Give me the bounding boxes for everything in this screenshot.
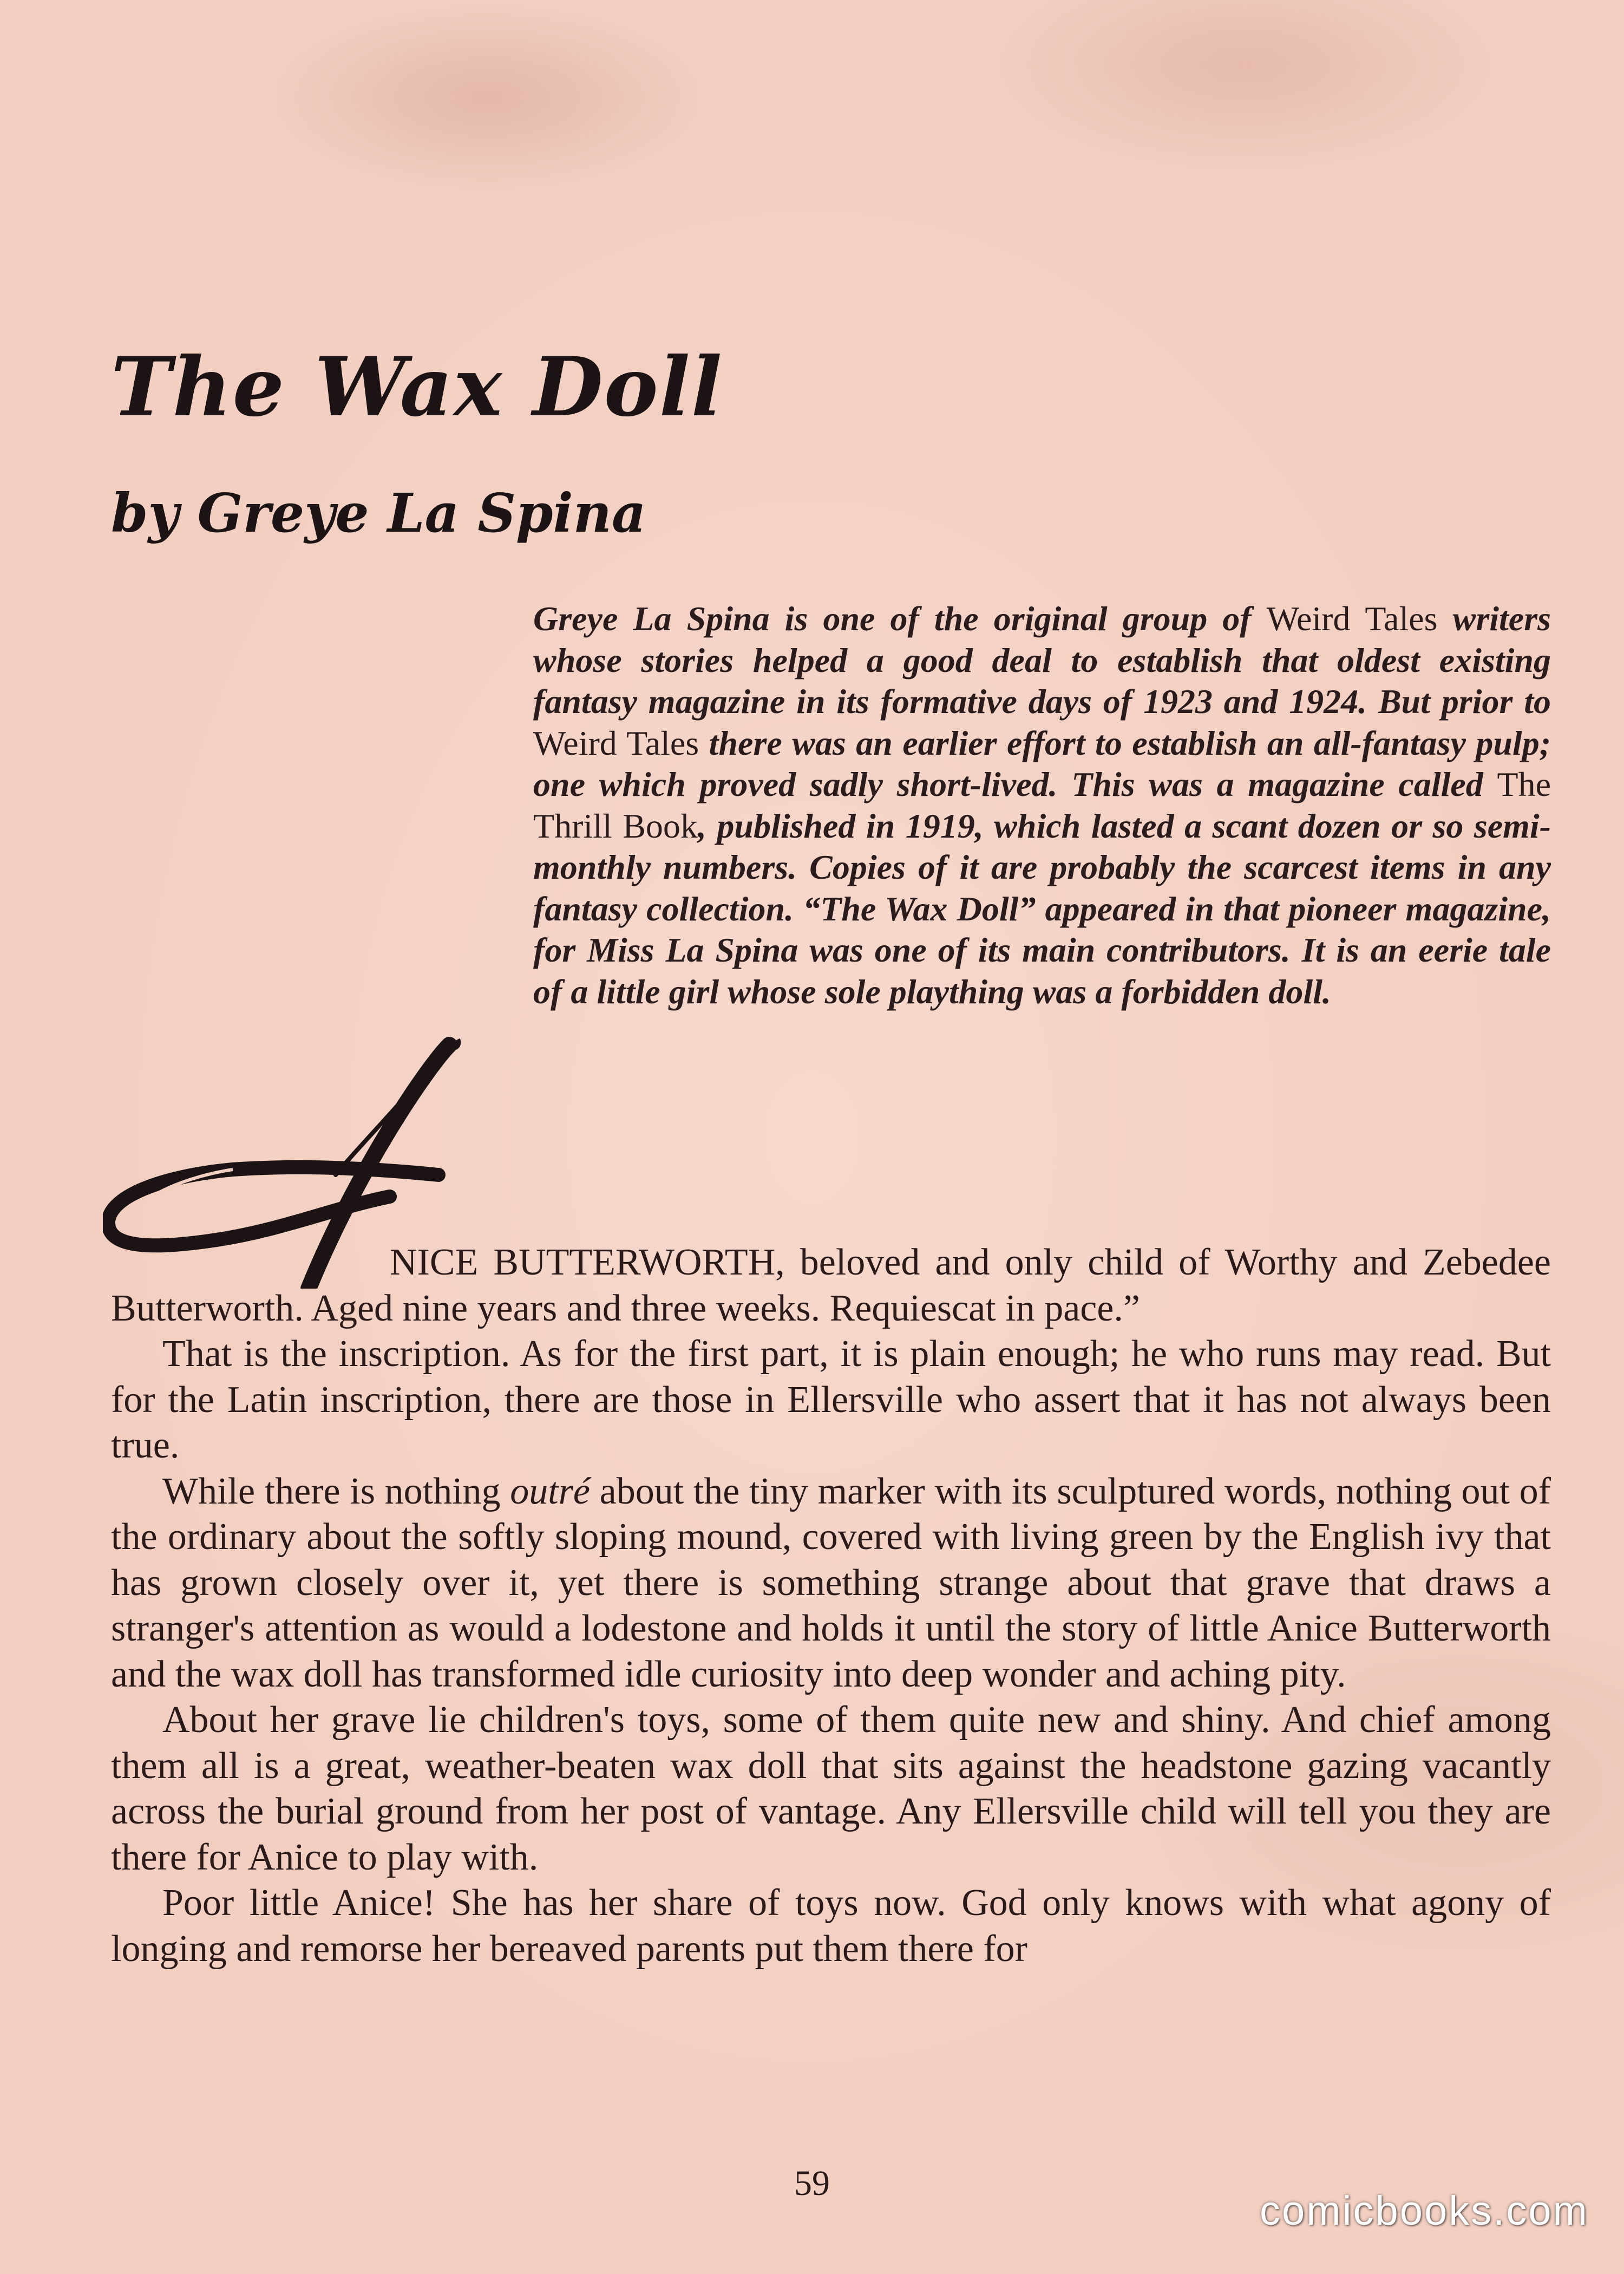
paragraph-5: Poor little Anice! She has her share of toys now. God only knows with what agony of longing and remorse her bereaved parents put them there for [111,1882,1551,1970]
paragraph-3-text-a: While there is nothing [162,1470,510,1512]
page-number: 59 [794,2164,830,2203]
story-byline: by Greye La Spina [111,482,646,545]
magazine-name-thrill-book: The Thrill Book [533,765,1551,845]
magazine-name-weird-tales: Weird Tales [1266,599,1438,638]
paragraph-4: About her grave lie children's toys, some of them quite new and shiny. And chief among them all is a great, weather-beaten wax doll that sits against the headstone gazing vacantly across the burial ground from her post of vantage. Any Ellersville child will tell you they are there for Anice to play with. [111,1699,1551,1878]
paragraph-1: NICE BUTTERWORTH, beloved and only child of Worthy and Zebedee Butterworth. Aged nine years and three weeks. Requiescat in pace.” [111,1241,1551,1329]
watermark: comicbooks.com [1260,2188,1589,2234]
story-body [111,1240,1551,1972]
story-title: The Wax Doll [111,339,723,435]
editorial-intro [533,598,1551,1012]
magazine-name-weird-tales-2: Weird Tales [533,723,699,762]
intro-text-1: Greye La Spina is one of the original group of [533,599,1267,638]
intro-text-4: , published in 1919, which lasted a scant dozen or so semi-monthly numbers. Copies of it are probably the scarcest items in any fantasy collection. “The Wax Doll” appeared in that pioneer magazine, for Miss La Spina was one of its main contributors. It is an eerie tale of a little girl whose sole plaything was a forbidden doll. [533,806,1551,1011]
paragraph-3 [111,1469,1551,1698]
intro-text-3: there was an earlier effort to establish an all-fantasy pulp; one which proved sadly short-lived. This was a magazine called [533,723,1551,803]
paragraph-3-text-b: about the tiny marker with its sculptured words, nothing out of the ordinary about the softly sloping mound, covered with living green by the English ivy that has grown closely over it, yet there is something strange about that grave that draws a stranger's attention as would a lodestone and holds it until the story of little Anice Butterworth and the wax doll has transformed idle curiosity into deep wonder and aching pity. [111,1470,1551,1695]
paragraph-3-emphasis: outré [510,1470,590,1512]
paragraph-2: That is the inscription. As for the first part, it is plain enough; he who runs may read. But for the Latin inscription, there are those in Ellersville who assert that it has not always been true. [111,1333,1551,1466]
intro-text-2: writers whose stories helped a good deal to establish that oldest existing fantasy magazine in its formative days of 1923 and 1924. But prior to [533,599,1551,721]
